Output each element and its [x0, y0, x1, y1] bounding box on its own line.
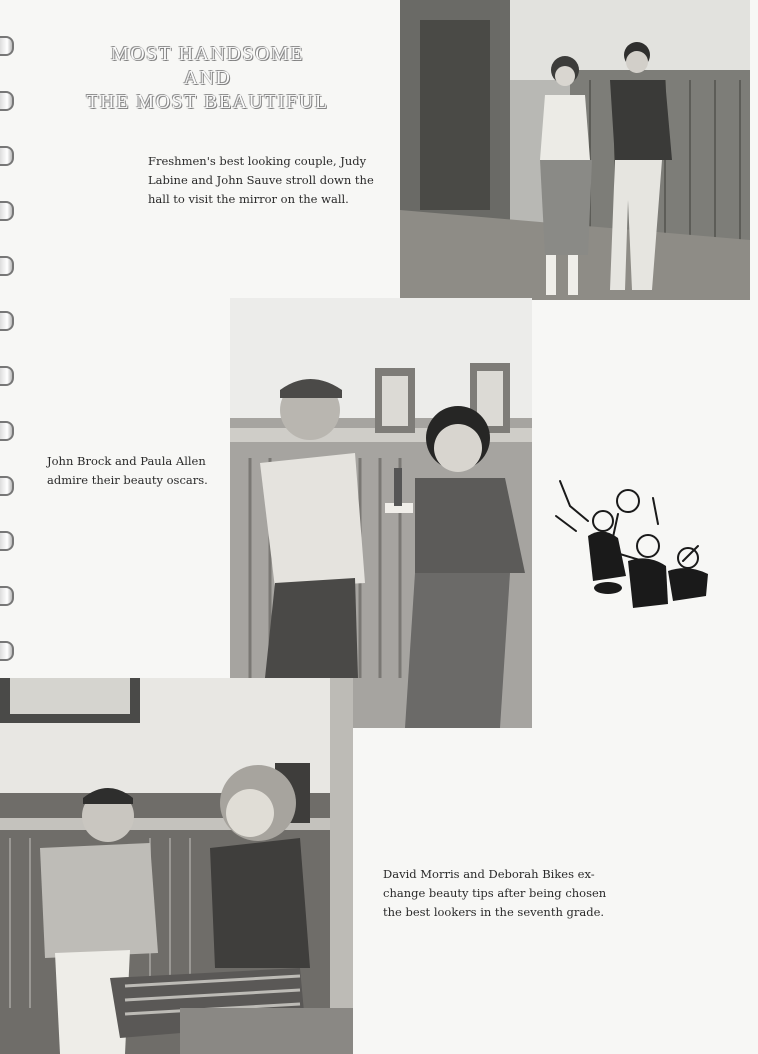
caption-freshmen	[148, 152, 374, 209]
title-line: MOST HANDSOME	[110, 43, 305, 65]
page-title	[70, 42, 345, 114]
caption-line: the best lookers in the seventh grade.	[383, 905, 605, 919]
binding-ring	[0, 146, 14, 166]
binding-ring	[0, 36, 14, 56]
binding-ring	[0, 476, 14, 496]
binding-ring	[0, 311, 14, 331]
binding-ring	[0, 91, 14, 111]
photo-morris-bikes	[0, 678, 353, 1054]
title-line: THE MOST BEAUTIFUL	[86, 91, 329, 113]
caption-morris-bikes	[383, 865, 606, 922]
binding-ring	[0, 421, 14, 441]
binding-ring	[0, 641, 14, 661]
caption-line: David Morris and Deborah Bikes ex-	[383, 867, 595, 881]
caption-brock-allen	[47, 452, 208, 490]
title-line: AND	[183, 67, 232, 89]
caption-line: Freshmen's best looking couple, Judy	[148, 154, 367, 168]
caption-line: Labine and John Sauve stroll down the	[148, 173, 374, 187]
photo-brock-allen	[230, 298, 532, 728]
caption-line: admire their beauty oscars.	[47, 473, 208, 487]
caption-line: hall to visit the mirror on the wall.	[148, 192, 349, 206]
caption-line: change beauty tips after being chosen	[383, 886, 607, 900]
photo-freshmen-couple	[400, 0, 750, 300]
binding-ring	[0, 366, 14, 386]
binding-ring	[0, 201, 14, 221]
binding-ring	[0, 531, 14, 551]
caption-line: John Brock and Paula Allen	[47, 454, 206, 468]
cheering-crowd-illustration	[548, 476, 716, 616]
binding-ring	[0, 256, 14, 276]
binding-ring	[0, 586, 14, 606]
